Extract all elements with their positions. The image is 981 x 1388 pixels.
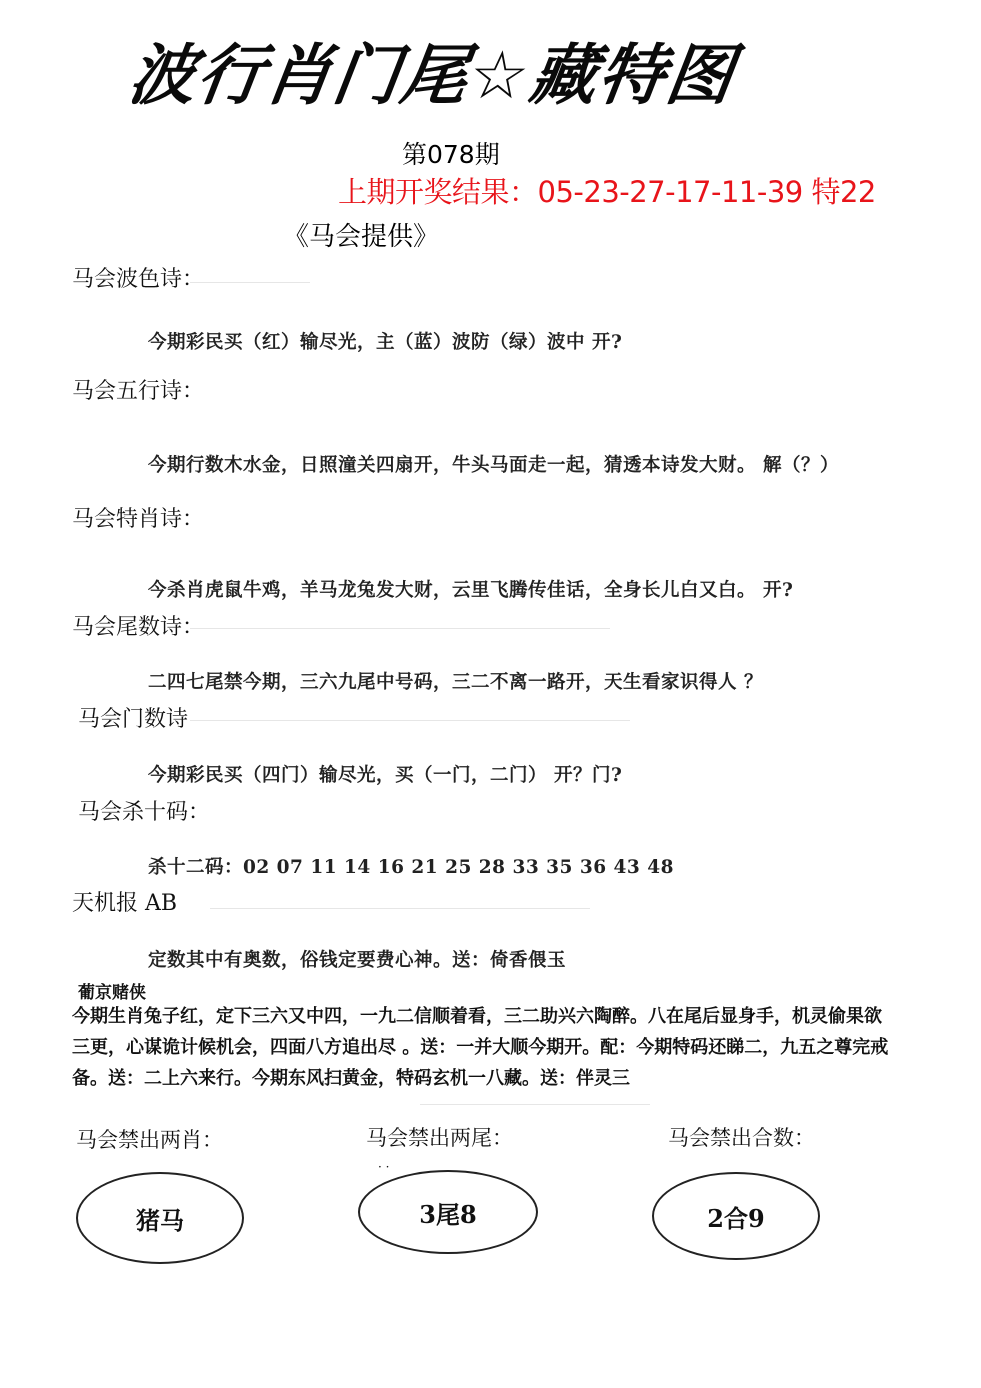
page-title: 波行肖门尾☆藏特图 <box>124 37 741 114</box>
scan-line <box>190 720 630 721</box>
section-text: 今期彩民买（四门）输尽光，买（一门，二门） 开？门? <box>148 765 623 786</box>
section-heading: 马会门数诗 <box>78 707 189 732</box>
section-heading: 天机报 AB <box>72 891 178 916</box>
section-heading: 马会特肖诗： <box>72 507 205 532</box>
scan-line <box>190 282 310 283</box>
section-text: 杀十二码：02 07 11 14 16 21 25 28 33 35 36 43 48 <box>148 857 674 878</box>
ban-sum-oval <box>652 1172 820 1260</box>
section-heading: 马会五行诗： <box>72 379 205 404</box>
section-heading: 马会杀十码： <box>78 800 211 825</box>
ban-tail-oval <box>358 1170 538 1254</box>
section-text: 定数其中有奥数，俗钱定要费心神。送：倚香偎玉 <box>148 950 567 971</box>
section-text: 今杀肖虎鼠牛鸡，羊马龙兔发大财，云里飞腾传佳话，全身长儿白又白。 开? <box>148 580 794 601</box>
scan-line <box>420 1104 650 1105</box>
puji-text: 今期生肖兔子红，定下三六又中四，一九二信顺着看，三二助兴六陶醉。八在尾后显身手，机灵偷果欲三更，心谋诡计候机会，四面八方追出尽 。送：一并大顺今期开。配：今期特码还睇二，九五之尊完戒备。送：二上六来行。今期东风扫黄金，特码玄机一八藏。送：伴灵三 <box>72 1006 889 1089</box>
section-text: 二四七尾禁今期，三六九尾中号码，三二不离一路开，天生看家识得人 ？ <box>148 672 763 693</box>
provider-label: 《马会提供》 <box>283 222 440 252</box>
last-draw-result: 上期开奖结果：05-23-27-17-11-39 特22 <box>338 175 876 209</box>
scan-line <box>210 908 590 909</box>
puji-heading: 葡京赌侠 <box>78 983 146 1003</box>
ban-value: 猪马 <box>136 1205 184 1235</box>
ban-value: 2合9 <box>707 1203 765 1233</box>
section-heading: 马会尾数诗： <box>72 615 205 640</box>
ban-zodiac-oval <box>76 1172 244 1264</box>
ban-label: 马会禁出两尾： <box>366 1126 513 1150</box>
dot-marks: · · <box>378 1160 390 1174</box>
ban-value: 3尾8 <box>419 1199 477 1229</box>
ban-label: 马会禁出合数： <box>668 1126 815 1150</box>
section-heading: 马会波色诗： <box>72 267 205 292</box>
ban-label: 马会禁出两肖： <box>76 1128 223 1152</box>
section-text: 今期行数木水金，日照潼关四扇开，牛头马面走一起，猜透本诗发大财。 解（？） <box>148 455 839 476</box>
scan-line <box>190 628 610 629</box>
issue-number: 第078期 <box>402 140 500 169</box>
section-text: 今期彩民买（红）输尽光，主（蓝）波防（绿）波中 开? <box>148 332 623 353</box>
